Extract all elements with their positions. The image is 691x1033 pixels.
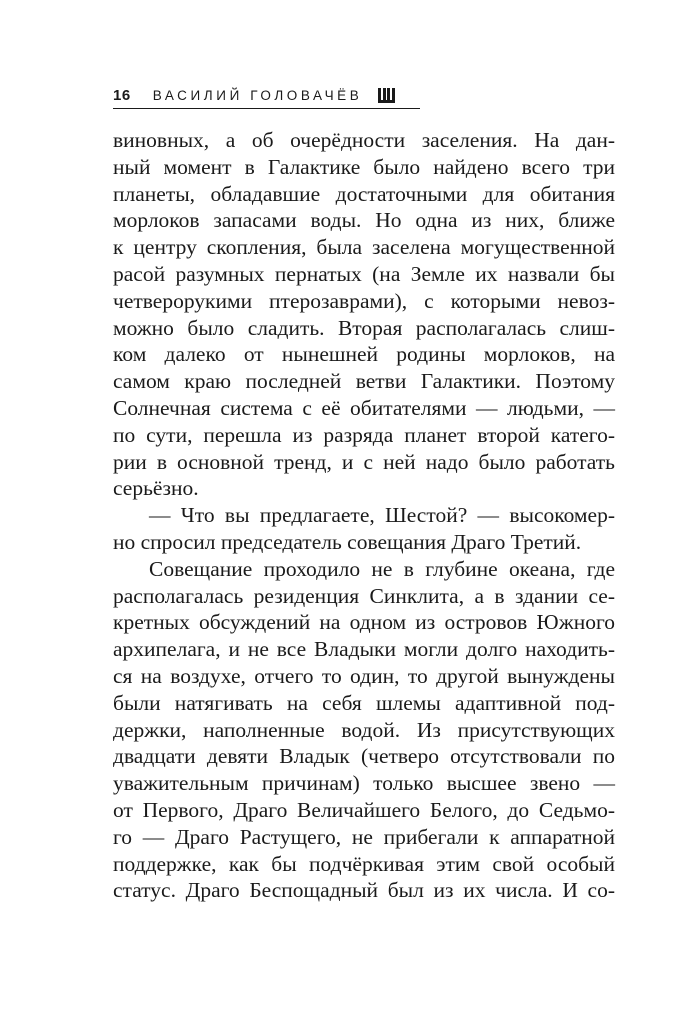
page-number: 16 [113,86,131,104]
text-line: рии в основной тренд, и с ней надо было работать [113,449,615,474]
text-line: поддержке, как бы подчёркивая этим свой особый [113,851,615,876]
text-line: от Первого, Драго Величайшего Белого, до Седьмо- [113,797,615,822]
text-line: ком далеко от нынешней родины морлоков, на [113,342,615,367]
text-line: статус. Драго Беспощадный был из их числа. И со- [113,878,615,903]
text-line: Совещание проходило не в глубине океана, где [149,556,615,581]
text-line: самом краю последней ветви Галактики. Поэтому [113,369,615,394]
text-line: к центру скопления, была заселена могущественной [113,235,615,260]
text-line: ся на воздухе, отчего то один, то другой вынуждены [113,663,615,688]
text-line: но спросил председатель совещания Драго Третий. [113,529,582,554]
text-line: расой разумных пернатых (на Земле их назвали бы [113,261,615,286]
body-text [113,127,615,904]
text-line: серьёзно. [113,476,199,501]
text-line: по сути, перешла из разряда планет второй катего- [113,422,615,447]
text-line: четверорукими птерозаврами), с которыми невоз- [113,288,615,313]
text-line: были натягивать на себя шлемы адаптивной под- [113,690,615,715]
text-line: держки, наполненные водой. Из присутствующих [113,717,615,742]
text-line: кретных обсуждений на одном из островов Южного [113,610,615,635]
text-line: располагалась резиденция Синклита, а в здании се- [113,583,615,608]
publisher-logo-icon [378,88,395,103]
author-name: ВАСИЛИЙ ГОЛОВАЧЁВ [152,87,363,103]
text-line: планеты, обладавшие достаточными для обитания [113,181,615,206]
text-line: Солнечная система с её обитателями — людьми, — [113,395,615,420]
text-line: можно было сладить. Вторая располагалась слиш- [113,315,615,340]
running-header [113,83,553,107]
text-line: морлоков запасами воды. Но одна из них, ближе [113,208,615,233]
header-rule [113,108,420,109]
text-line: виновных, а об очерёдности заселения. На дан- [113,128,615,152]
text-line: го — Драго Растущего, не прибегали к аппаратной [113,824,615,849]
text-line: уважительным причинам) только высшее звено — [113,771,615,796]
text-line: — Что вы предлагаете, Шестой? — высокомер- [149,503,615,528]
text-line: двадцати девяти Владык (четверо отсутствовали по [113,744,615,769]
text-line: архипелага, и не все Владыки могли долго находить- [113,637,615,662]
text-line: ный момент в Галактике было найдено всего три [113,154,615,179]
